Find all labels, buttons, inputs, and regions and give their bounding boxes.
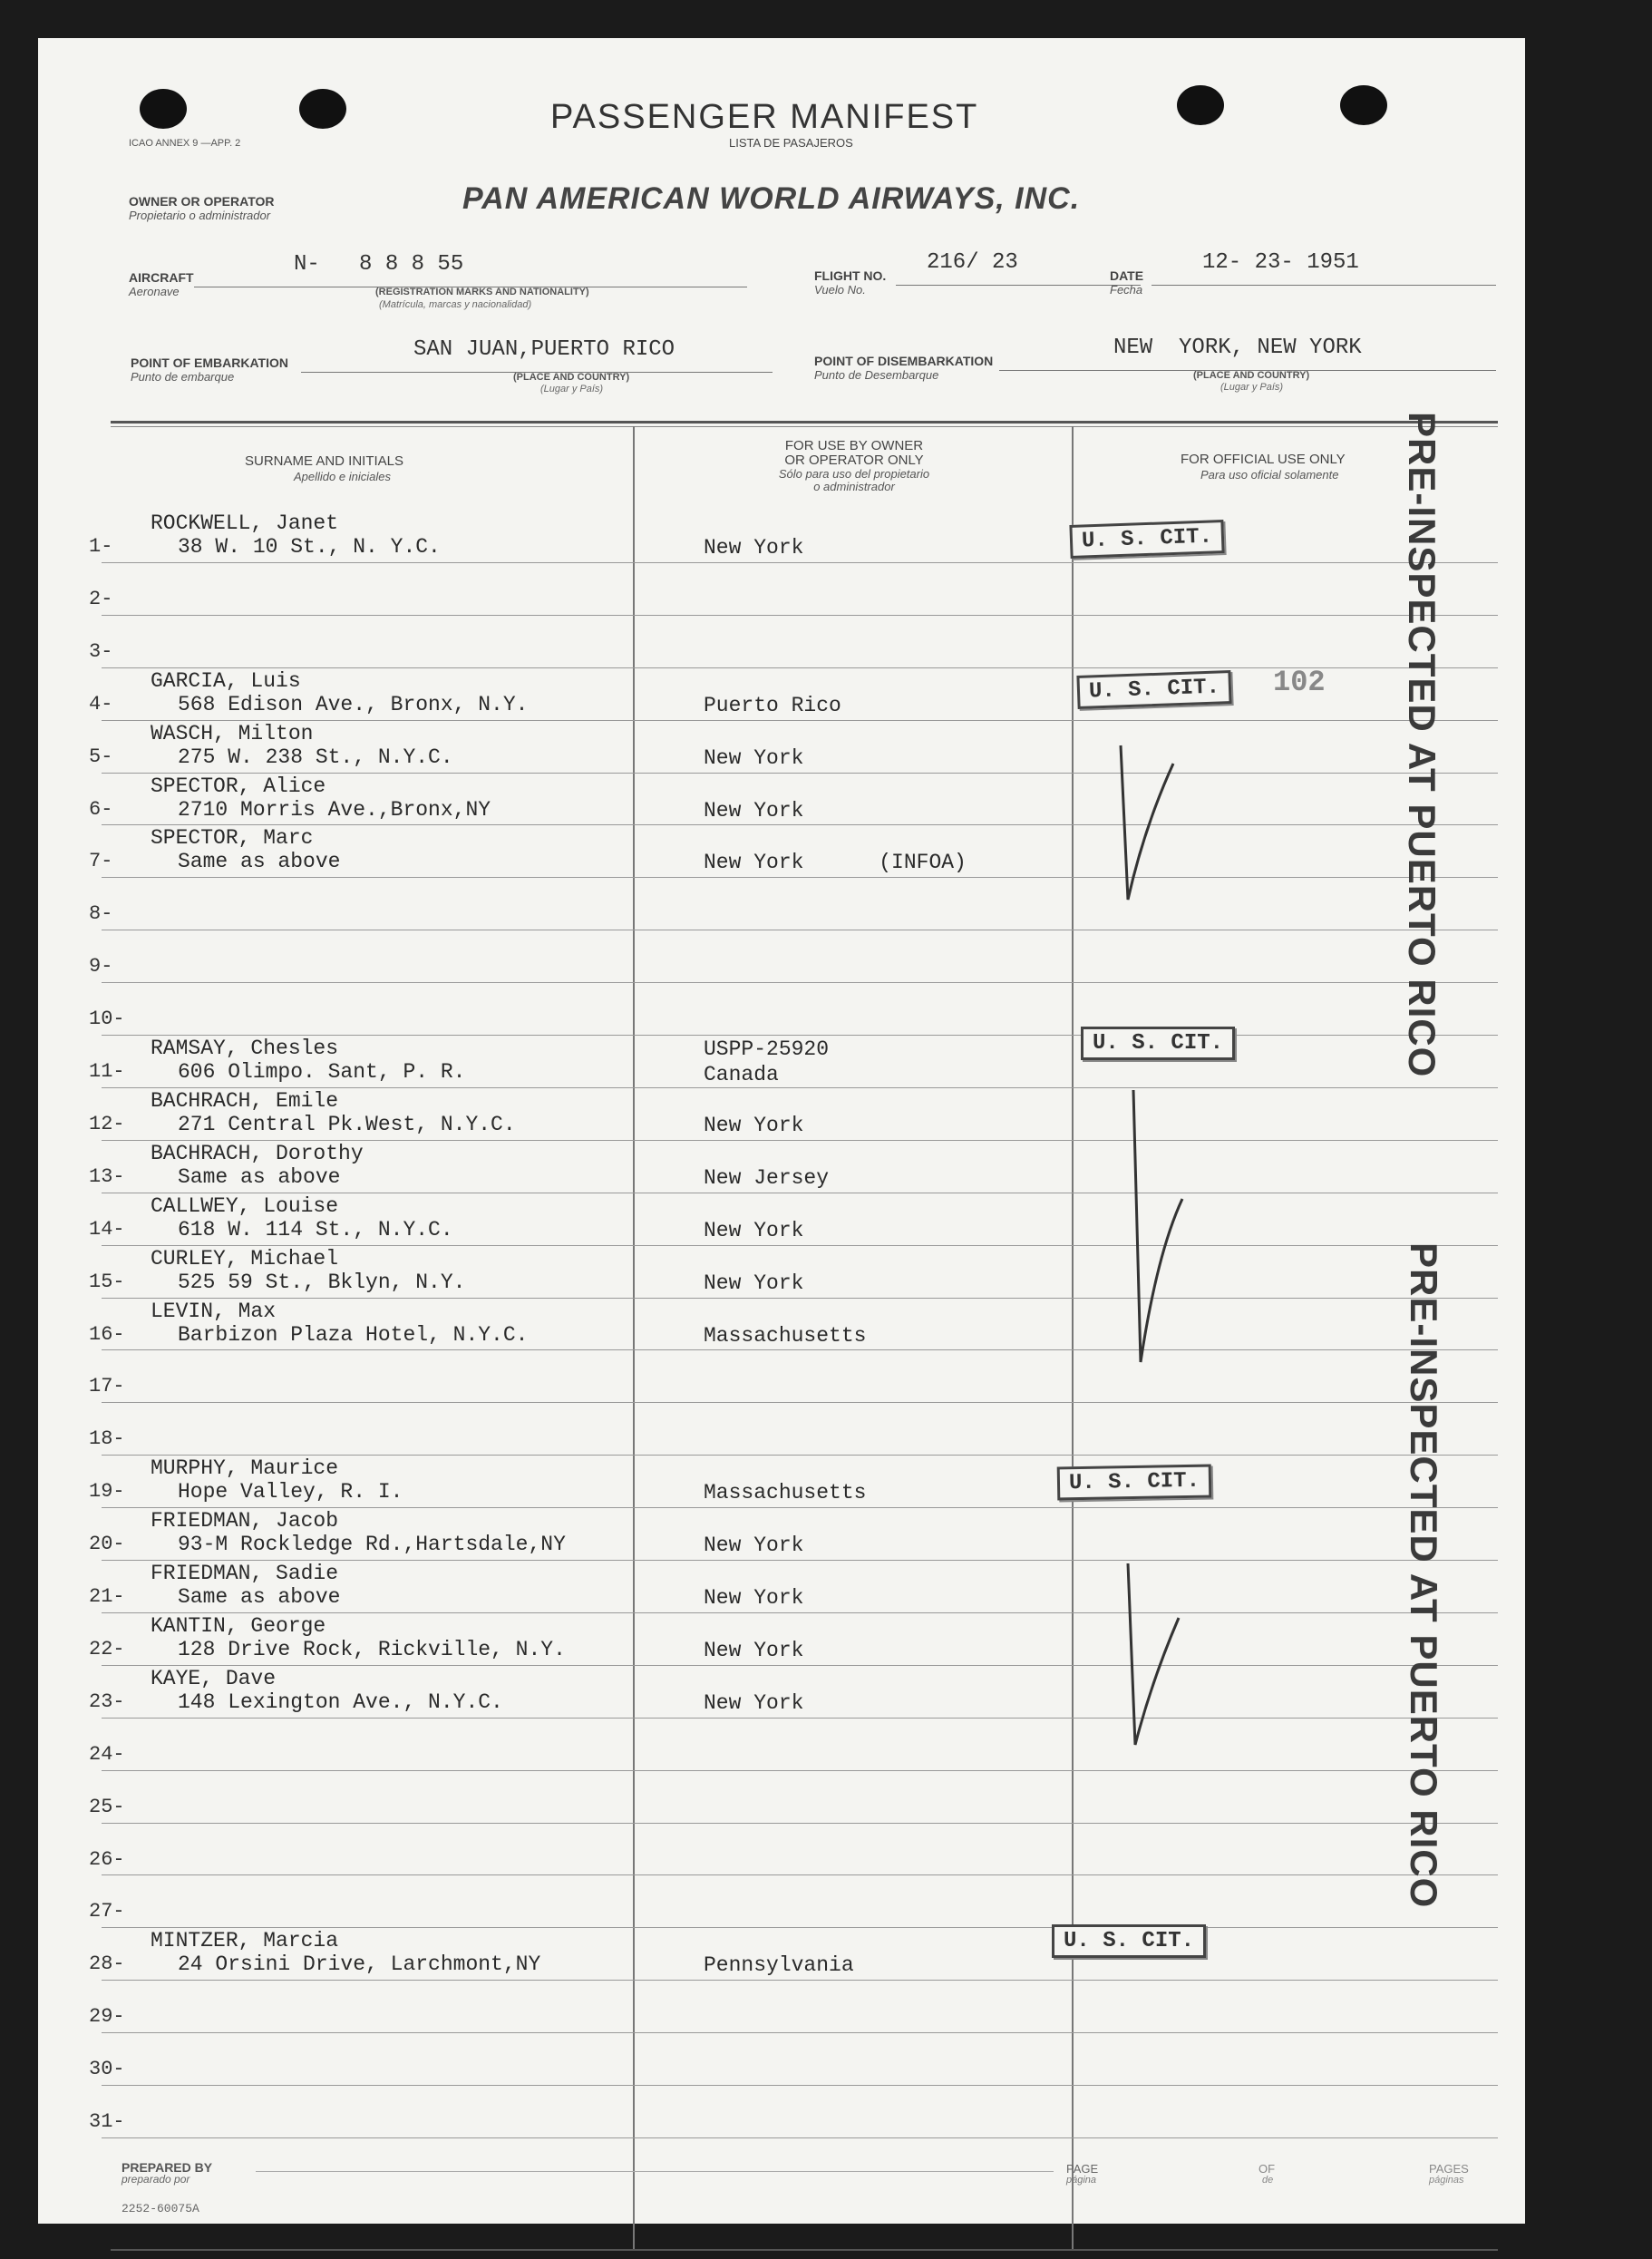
punch-hole	[1177, 85, 1224, 125]
owner-label: OWNER OR OPERATOR	[129, 194, 275, 209]
row-number: 14-	[89, 1218, 125, 1241]
registration-note-es: (Matrícula, marcas y nacionalidad)	[379, 299, 532, 310]
row-number: 1-	[89, 535, 113, 558]
row-number: 26-	[89, 1848, 125, 1871]
row-rule	[102, 982, 1498, 983]
passenger-name: LEVIN, Max	[151, 1300, 277, 1323]
row-rule	[102, 1980, 1498, 1981]
registration-note: (REGISTRATION MARKS AND NATIONALITY)	[375, 287, 589, 297]
check-mark-icon	[1108, 727, 1181, 918]
row-rule	[102, 1087, 1498, 1088]
passenger-name: FRIEDMAN, Sadie	[151, 1562, 339, 1585]
row-rule	[102, 2085, 1498, 2086]
row-rule	[102, 1298, 1498, 1299]
flight-label-es: Vuelo No.	[814, 283, 866, 297]
check-mark-icon	[1117, 1554, 1190, 1763]
date-label-es: Fecha	[1110, 283, 1143, 297]
passenger-address: 618 W. 114 St., N.Y.C.	[178, 1218, 453, 1241]
owner-use-entry: New York	[704, 1639, 804, 1662]
us-citizen-stamp: U. S. CIT.	[1081, 1027, 1235, 1060]
owner-use-entry: Massachusetts	[704, 1481, 867, 1504]
passenger-name: BACHRACH, Dorothy	[151, 1142, 364, 1165]
passenger-name: CURLEY, Michael	[151, 1247, 339, 1271]
us-citizen-stamp: U. S. CIT.	[1057, 1465, 1212, 1501]
row-number: 5-	[89, 745, 113, 768]
form-number: 2252-60075A	[121, 2202, 199, 2215]
owner-use-entry: Pennsylvania	[704, 1953, 854, 1977]
row-rule	[102, 1612, 1498, 1613]
passenger-name: BACHRACH, Emile	[151, 1089, 339, 1113]
row-rule	[102, 720, 1498, 721]
row-number: 13-	[89, 1165, 125, 1188]
owner-use-entry: Puerto Rico	[704, 694, 841, 717]
owner-use-entry: New York	[704, 1219, 804, 1242]
row-number: 23-	[89, 1690, 125, 1713]
passenger-name: GARCIA, Luis	[151, 669, 301, 693]
disembark-label: POINT OF DISEMBARKATION	[814, 354, 994, 368]
col-official-header-es: Para uso oficial solamente	[1200, 468, 1339, 482]
row-number: 30-	[89, 2058, 125, 2080]
owner-use-entry: Massachusetts	[704, 1324, 867, 1348]
row-number: 20-	[89, 1533, 125, 1555]
passenger-address: 2710 Morris Ave.,Bronx,NY	[178, 798, 491, 822]
passenger-address: 24 Orsini Drive, Larchmont,NY	[178, 1952, 541, 1976]
row-number: 15-	[89, 1271, 125, 1293]
owner-use-entry: New York (INFOA)	[704, 851, 967, 874]
col-official-header: FOR OFFICIAL USE ONLY	[1181, 452, 1346, 467]
col-surname-header-es: Apellido e iniciales	[294, 470, 391, 483]
passenger-address: 606 Olimpo. Sant, P. R.	[178, 1060, 466, 1084]
icao-note: ICAO ANNEX 9 —APP. 2	[129, 138, 241, 149]
date-value: 12- 23- 1951	[1202, 250, 1359, 275]
row-number: 7-	[89, 850, 113, 872]
disembark-value: NEW YORK, NEW YORK	[1113, 336, 1362, 360]
us-citizen-stamp: U. S. CIT.	[1052, 1924, 1206, 1958]
date-label: DATE	[1110, 268, 1144, 283]
passenger-name: MURPHY, Maurice	[151, 1456, 339, 1480]
passenger-address: Hope Valley, R. I.	[178, 1480, 403, 1504]
of-label: OF	[1258, 2162, 1276, 2176]
row-number: 16-	[89, 1323, 125, 1346]
row-rule	[102, 1718, 1498, 1719]
row-rule	[102, 1770, 1498, 1771]
page-subtitle: LISTA DE PASAJEROS	[729, 136, 853, 150]
passenger-name: FRIEDMAN, Jacob	[151, 1509, 339, 1533]
row-number: 25-	[89, 1796, 125, 1818]
row-number: 19-	[89, 1480, 125, 1503]
prepared-label: PREPARED BY	[121, 2160, 213, 2175]
manifest-sheet	[38, 38, 1525, 2224]
col-surname-header: SURNAME AND INITIALS	[245, 453, 404, 469]
row-number: 12-	[89, 1113, 125, 1135]
passenger-name: SPECTOR, Alice	[151, 774, 326, 798]
passenger-name: ROCKWELL, Janet	[151, 511, 339, 535]
prepared-label-es: preparado por	[121, 2173, 190, 2186]
row-number: 22-	[89, 1638, 125, 1660]
row-number: 9-	[89, 955, 113, 978]
embark-place-note: (PLACE AND COUNTRY)	[513, 372, 630, 383]
passenger-name: WASCH, Milton	[151, 722, 314, 745]
disembark-place-note-es: (Lugar y País)	[1220, 382, 1284, 393]
passenger-address: 38 W. 10 St., N. Y.C.	[178, 535, 441, 559]
passenger-name: MINTZER, Marcia	[151, 1929, 339, 1952]
row-rule	[102, 773, 1498, 774]
passenger-name: SPECTOR, Marc	[151, 826, 314, 850]
owner-use-entry: New York	[704, 1691, 804, 1715]
passenger-address: 568 Edison Ave., Bronx, N.Y.	[178, 693, 529, 716]
passenger-address: Same as above	[178, 850, 341, 873]
row-number: 27-	[89, 1900, 125, 1923]
owner-use-entry: New York	[704, 799, 804, 823]
check-mark-icon	[1122, 1072, 1195, 1380]
row-rule	[102, 1349, 1498, 1350]
row-rule	[102, 1874, 1498, 1875]
owner-use-entry: New York	[704, 536, 804, 560]
flight-label: FLIGHT NO.	[814, 268, 887, 283]
page-label-es: página	[1066, 2175, 1097, 2186]
passenger-address: 148 Lexington Ave., N.Y.C.	[178, 1690, 503, 1714]
row-number: 31-	[89, 2110, 125, 2133]
passenger-address: Same as above	[178, 1585, 341, 1609]
row-number: 10-	[89, 1008, 125, 1030]
owner-use-entry: New York	[704, 1534, 804, 1557]
row-rule	[102, 615, 1498, 616]
passenger-address: 93-M Rockledge Rd.,Hartsdale,NY	[178, 1533, 566, 1556]
punch-hole	[1340, 85, 1387, 125]
row-rule	[102, 1035, 1498, 1036]
embark-value: SAN JUAN,PUERTO RICO	[413, 337, 675, 362]
row-number: 24-	[89, 1743, 125, 1766]
row-rule	[102, 1455, 1498, 1456]
of-label-es: de	[1262, 2175, 1274, 2186]
preinspected-stamp: PRE-INSPECTED AT PUERTO RICO	[1401, 412, 1443, 1078]
owner-label-es: Propietario o administrador	[129, 209, 271, 222]
row-rule	[102, 1927, 1498, 1928]
punch-hole	[299, 89, 346, 129]
page-title: PASSENGER MANIFEST	[550, 98, 979, 136]
owner-use-entry: New York	[704, 746, 804, 770]
col-owner-header-es: Sólo para uso del propietario o administrador	[778, 467, 930, 493]
row-rule	[102, 562, 1498, 563]
passenger-name: RAMSAY, Chesles	[151, 1037, 339, 1060]
passenger-address: Same as above	[178, 1165, 341, 1189]
owner-use-entry: New York	[704, 1114, 804, 1137]
embark-label: POINT OF EMBARKATION	[131, 355, 288, 370]
row-rule	[102, 1507, 1498, 1508]
row-number: 17-	[89, 1375, 125, 1397]
row-rule	[102, 1560, 1498, 1561]
preinspected-stamp: PRE-INSPECTED AT PUERTO RICO	[1403, 1242, 1445, 1909]
row-rule	[102, 1245, 1498, 1246]
row-rule	[102, 2032, 1498, 2033]
punch-hole	[140, 89, 187, 129]
row-number: 8-	[89, 902, 113, 925]
disembark-place-note: (PLACE AND COUNTRY)	[1193, 370, 1310, 381]
aircraft-label: AIRCRAFT	[129, 270, 194, 285]
passenger-address: 271 Central Pk.West, N.Y.C.	[178, 1113, 516, 1136]
aircraft-value: N- 8 8 8 55	[294, 252, 464, 277]
row-rule	[102, 1402, 1498, 1403]
pages-label: PAGES	[1429, 2162, 1469, 2176]
row-rule	[102, 1665, 1498, 1666]
passenger-name: KANTIN, George	[151, 1614, 326, 1638]
owner-use-entry: New Jersey	[704, 1166, 830, 1190]
row-number: 6-	[89, 798, 113, 821]
row-number: 21-	[89, 1585, 125, 1608]
disembark-label-es: Punto de Desembarque	[814, 368, 939, 382]
aircraft-label-es: Aeronave	[129, 285, 180, 298]
passenger-address: Barbizon Plaza Hotel, N.Y.C.	[178, 1323, 529, 1347]
row-number: 11-	[89, 1060, 125, 1083]
passenger-address: 525 59 St., Bklyn, N.Y.	[178, 1271, 466, 1294]
row-rule	[102, 1140, 1498, 1141]
us-citizen-stamp: U. S. CIT.	[1076, 670, 1231, 709]
owner-use-entry: New York	[704, 1586, 804, 1610]
row-number: 3-	[89, 640, 113, 663]
row-number: 18-	[89, 1427, 125, 1450]
passenger-address: 275 W. 238 St., N.Y.C.	[178, 745, 453, 769]
page-label: PAGE	[1066, 2162, 1099, 2176]
row-number: 29-	[89, 2005, 125, 2028]
owner-use-entry: New York	[704, 1271, 804, 1295]
flight-value: 216/ 23	[927, 250, 1018, 275]
passenger-name: KAYE, Dave	[151, 1667, 277, 1690]
us-citizen-stamp: U. S. CIT.	[1069, 520, 1224, 559]
passenger-address: 128 Drive Rock, Rickville, N.Y.	[178, 1638, 566, 1661]
count-stamp: 102	[1273, 666, 1326, 699]
col-owner-header: FOR USE BY OWNER OR OPERATOR ONLY	[784, 438, 924, 468]
row-number: 2-	[89, 588, 113, 610]
owner-value: PAN AMERICAN WORLD AIRWAYS, INC.	[462, 181, 1081, 216]
row-rule	[102, 824, 1498, 825]
row-rule	[102, 1823, 1498, 1824]
pages-label-es: páginas	[1429, 2175, 1464, 2186]
row-rule	[102, 877, 1498, 878]
row-rule	[102, 2137, 1498, 2138]
row-number: 28-	[89, 1952, 125, 1975]
embark-label-es: Punto de embarque	[131, 370, 235, 384]
owner-use-entry: USPP-25920 Canada	[704, 1037, 830, 1086]
passenger-name: CALLWEY, Louise	[151, 1194, 339, 1218]
embark-place-note-es: (Lugar y País)	[540, 384, 604, 394]
row-number: 4-	[89, 693, 113, 716]
